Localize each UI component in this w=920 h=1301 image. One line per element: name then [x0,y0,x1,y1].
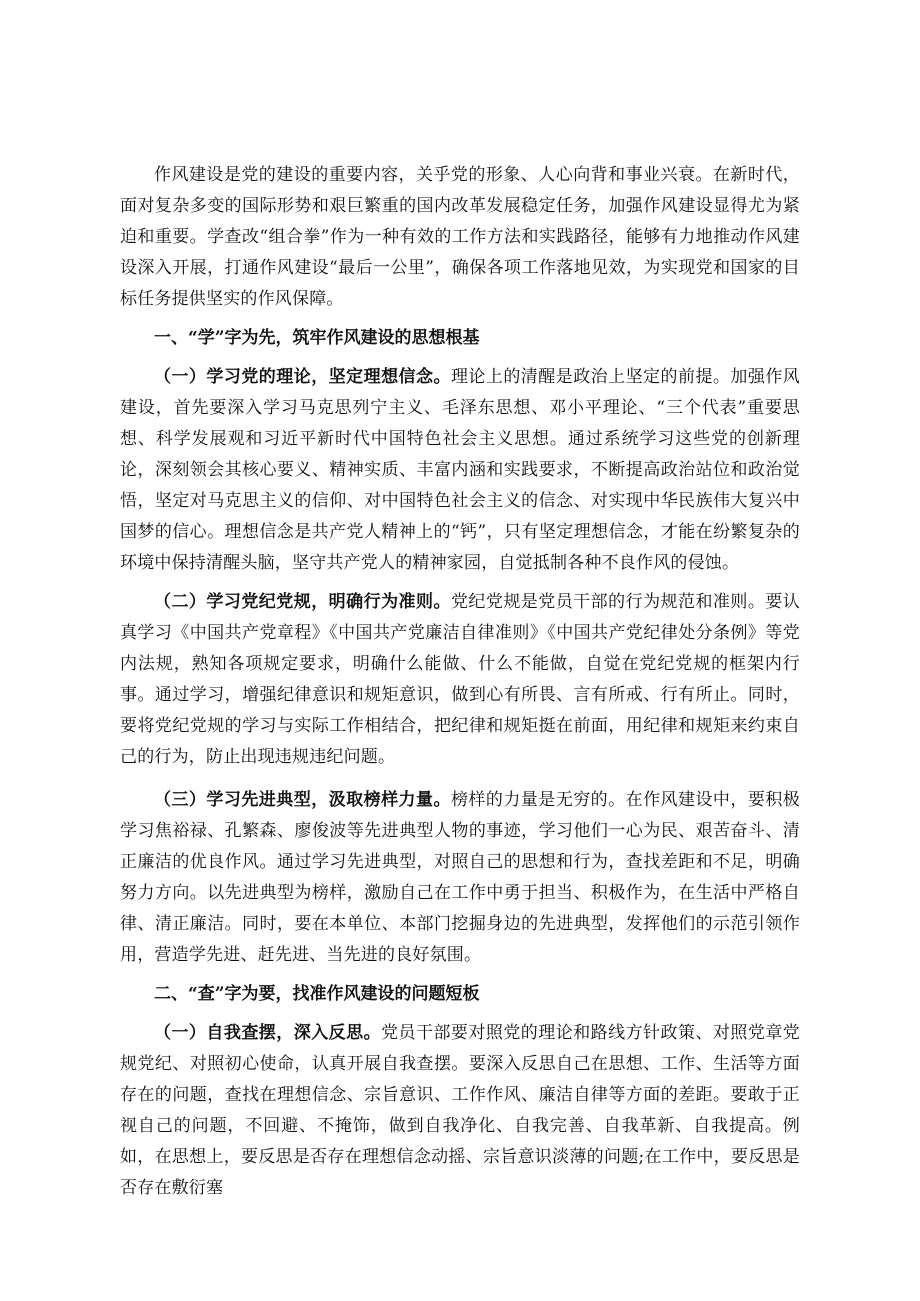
section-1-paragraph-3 [120,785,800,971]
section-2-paragraph-1 [120,1018,800,1204]
section-1-paragraph-2 [120,587,800,773]
section-1-paragraph-1-lead: （一）学习党的理论，坚定理想信念。 [154,367,451,387]
section-2-paragraph-1-lead: （一）自我查摆，深入反思。 [154,1023,382,1043]
section-1-paragraph-1 [120,362,800,579]
intro-paragraph: 作风建设是党的建设的重要内容，关乎党的形象、人心向背和事业兴衰。在新时代，面对复杂多变的国际形势和艰巨繁重的国内改革发展稳定任务，加强作风建设显得尤为紧迫和重要。学查改“组合拳”作为一种有效的工作方法和实践路径，能够有力地推动作风建设深入开展，打通作风建设“最后一公里”，确保各项工作落地见效，为实现党和国家的目标任务提供坚实的作风保障。 [120,165,800,309]
section-2-heading: 二、“查”字为要，找准作风建设的问题短板 [154,984,480,1004]
document-page [120,160,800,1204]
section-2-paragraph-1-text: 党员干部要对照党的理论和路线方针政策、对照党章党规党纪、对照初心使命，认真开展自我查摆。要深入反思自己在思想、工作、生活等方面存在的问题，查找在理想信念、宗旨意识、工作作风、廉洁自律等方面的差距。要敢于正视自己的问题，不回避、不掩饰，做到自我净化、自我完善、自我革新、自我提高。例如，在思想上，要反思是否存在理想信念动摇、宗旨意识淡薄的问题;在工作中，要反思是否存在敷衍塞 [120,1023,800,1198]
section-1-heading: 一、“学”字为先，筑牢作风建设的思想根基 [154,328,480,348]
section-1-paragraph-2-text: 党纪党规是党员干部的行为规范和准则。要认真学习《中国共产党章程》《中国共产党廉洁自律准则》《中国共产党纪律处分条例》等党内法规，熟知各项规定要求，明确什么能做、什么不能做，自觉在党纪党规的框架内行事。通过学习，增强纪律意识和规矩意识，做到心有所畏、言有所戒、行有所止。同时，要将党纪党规的学习与实际工作相结合，把纪律和规矩挺在前面，用纪律和规矩来约束自己的行为，防止出现违规违纪问题。 [120,592,801,767]
section-1-paragraph-1-text: 理论上的清醒是政治上坚定的前提。加强作风建设，首先要深入学习马克思列宁主义、毛泽东思想、邓小平理论、“三个代表”重要思想、科学发展观和习近平新时代中国特色社会主义思想。通过系统学习这些党的创新理论，深刻领会其核心要义、精神实质、丰富内涵和实践要求，不断提高政治站位和政治觉悟，坚定对马克思主义的信仰、对中国特色社会主义的信念、对实现中华民族伟大复兴中国梦的信心。理想信念是共产党人精神上的“钙”，只有坚定理想信念，才能在纷繁复杂的环境中保持清醒头脑，坚守共产党人的精神家园，自觉抵制各种不良作风的侵蚀。 [120,367,801,573]
section-1-paragraph-3-text: 榜样的力量是无穷的。在作风建设中，要积极学习焦裕禄、孔繁森、廖俊波等先进典型人物的事迹，学习他们一心为民、艰苦奋斗、清正廉洁的优良作风。通过学习先进典型，对照自己的思想和行为，查找差距和不足，明确努力方向。以先进典型为榜样，激励自己在工作中勇于担当、积极作为，在生活中严格自律、清正廉洁。同时，要在本单位、本部门挖掘身边的先进典型，发挥他们的示范引领作用，营造学先进、赶先进、当先进的良好氛围。 [120,790,801,965]
section-1-paragraph-2-lead: （二）学习党纪党规，明确行为准则。 [154,592,451,612]
section-1-paragraph-3-lead: （三）学习先进典型，汲取榜样力量。 [154,790,451,810]
